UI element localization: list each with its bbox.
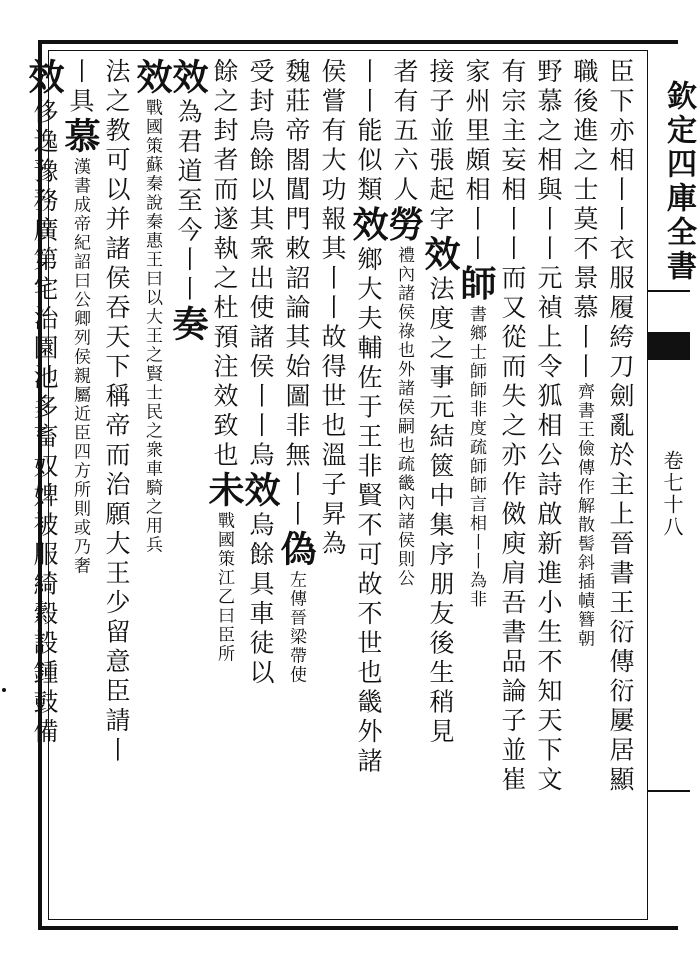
text-column [564,58,604,913]
annotation-text: 漢書成帝紀詔曰公卿列侯親屬近臣四方所則或乃奢 [70,157,90,576]
body-text: 丨具 [66,58,95,117]
text-column [492,58,532,913]
text-column [204,58,244,913]
text-column [60,58,100,913]
text-column [168,58,208,913]
entry-heading: 師 [455,264,497,305]
entry-heading: 效 [239,471,281,512]
text-column [132,58,172,913]
body-text: 臣下亦相丨丨衣服履絝刀劍亂於主上晉書王衍傳衍屢居顯 [606,58,635,796]
body-text: 野慕之相與丨丨元禎上令狐相公詩啟新進小生不知天下文 [534,58,563,796]
entry-heading: 效 [23,58,65,99]
body-text: 接子並張起字 [426,58,455,235]
text-column [312,58,352,913]
body-text: 受封烏餘以其衆出使諸侯丨丨烏 [246,58,275,471]
annotation-text: 左傳晉梁帶使 [286,570,306,685]
ink-speck [2,688,6,692]
body-text: 餘之封者而遂執之杜預注效致也 [210,58,239,471]
body-text: 丨丨能似類 [354,58,383,206]
entry-heading: 奏 [167,305,209,346]
body-text: 法之教可以并諸侯吞天下稱帝而治願大王少留意臣請丨 [102,58,131,766]
body-text: 法度之事元結篋中集序朋友後生稍見 [426,275,455,748]
body-text: 者有五六人 [390,58,419,206]
text-column [24,58,64,913]
text-column [456,58,496,913]
entry-heading: 效 [131,58,173,99]
text-column [96,58,136,913]
text-column [528,58,568,913]
text-column [420,58,460,913]
body-text: 職後進之士莫不景慕丨丨 [570,58,599,383]
body-text: 侈逸豫務廣第宅治園池多畜奴婢被服綺縠設鍾鼓備 [30,98,59,748]
fish-tail-mark [648,332,690,360]
annotation-text: 戰國策江乙曰臣所 [214,511,234,664]
body-text: 鄉大夫輔佐于王非賢不可故不世也畿外諸 [354,246,383,777]
body-text: 烏餘具車徒以 [246,511,275,689]
spine-title: 欽定四庫全書 [661,80,696,284]
annotation-text: 戰國策蘇秦說秦惠王曰以大王之賢士民之衆車騎之用兵 [142,98,162,555]
text-column [240,58,280,913]
text-column [600,58,640,913]
body-text: 有宗主妄相丨丨而又從而失之亦作傚庾肩吾書品論子並崔 [498,58,527,796]
text-column [276,58,316,913]
volume-number: 卷七十八 [660,450,684,538]
spine-divider [648,790,690,792]
body-text: 為君道至今丨丨 [174,98,203,305]
entry-heading: 勞 [383,205,425,246]
entry-heading: 效 [347,205,389,246]
spine-divider [648,290,690,292]
entry-heading: 偽 [275,530,317,571]
spine-margin [648,40,696,930]
body-text: 家州里頗相丨丨 [462,58,491,265]
entry-heading: 慕 [59,117,101,158]
body-text: 侯嘗有大功報其丨丨故得世也溫子昇為 [318,58,347,560]
entry-heading: 未 [203,471,245,512]
text-column [384,58,424,913]
annotation-text: 齊書王儉傳作解散髻斜插幘簪朝 [574,382,594,649]
body-text: 魏莊帝閤閶門敕詔論其始圖非無丨丨 [282,58,311,530]
annotation-text: 書鄉士師師非度疏師師言相丨丨為非 [466,305,486,609]
annotation-text: 禮內諸侯祿也外諸侯嗣也疏畿內諸侯則公 [394,246,414,588]
entry-heading: 效 [167,58,209,99]
entry-heading: 效 [419,235,461,276]
text-column [348,58,388,913]
